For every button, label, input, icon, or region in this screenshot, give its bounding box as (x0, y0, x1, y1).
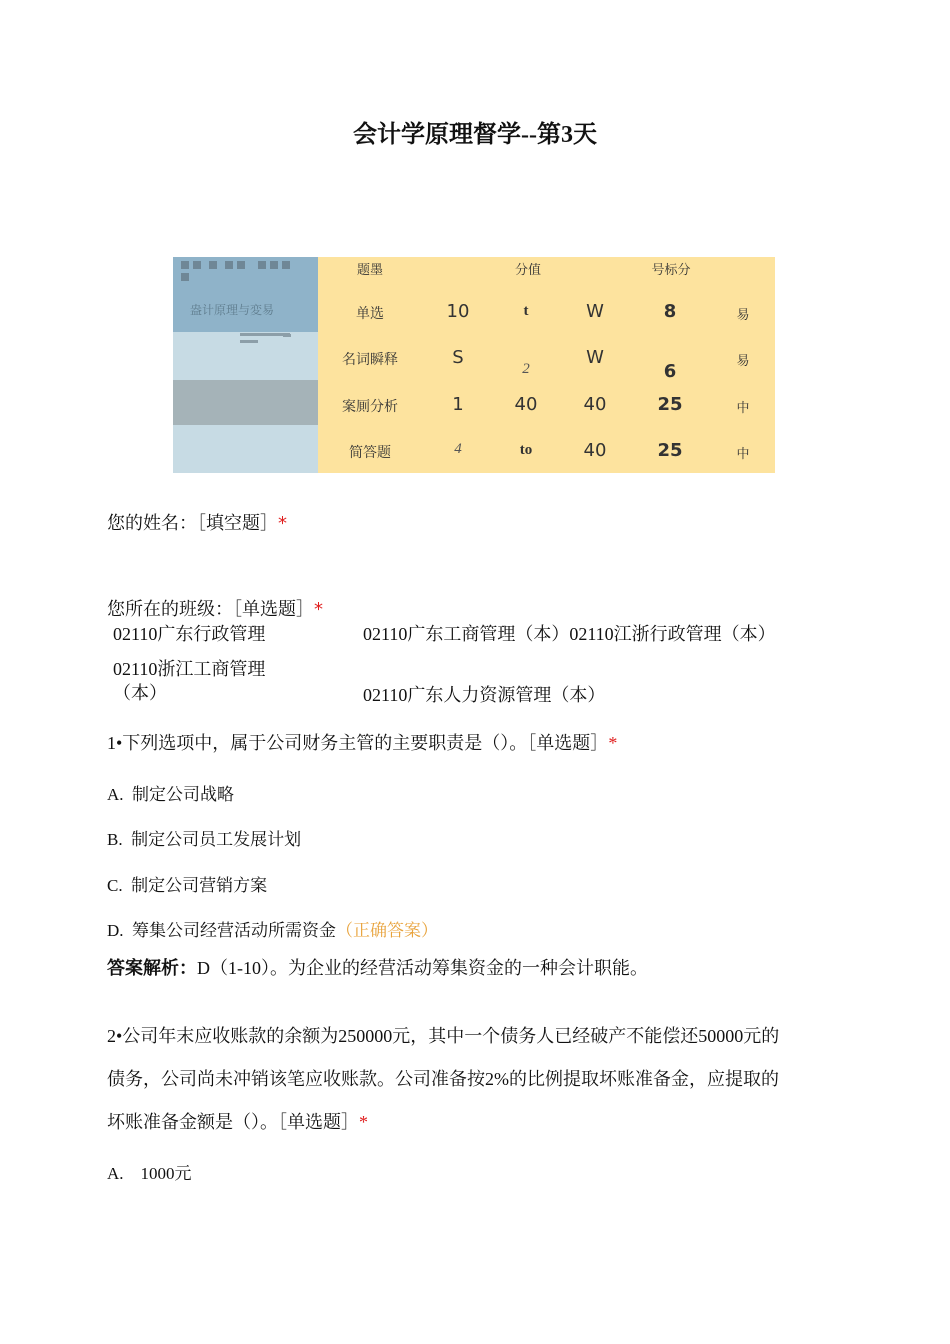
table-cell: to (519, 442, 533, 458)
table-cell: 单选 (356, 306, 384, 322)
table-cell: 6 (663, 361, 677, 382)
question-2-line-2: 债务，公司尚未冲销该笔应收账款。公司准备按2%的比例提取坏账准备金，应提取的 (107, 1069, 779, 1089)
table-cell: W (586, 301, 604, 322)
required-star: * (359, 1112, 368, 1132)
class-option[interactable]: 02110广东人力资源管理（本） (363, 685, 606, 705)
course-info-figure (173, 257, 775, 473)
option-c[interactable]: C. 制定公司营销方案 (107, 876, 268, 895)
table-cell: 25 (657, 394, 683, 415)
analysis-label: 答案解析： (107, 958, 197, 978)
question-2-line-1: 2•公司年末应收账款的余额为250000元，其中一个债务人已经破产不能偿还50000元的 (107, 1026, 780, 1046)
cover-title: 盎计原理与変易 (189, 303, 274, 317)
q2-option-a[interactable]: A. 1000元 (107, 1164, 192, 1183)
table-cell: 10 (446, 301, 470, 322)
table-cell: 中 (736, 447, 750, 462)
table-cell: 案厠分析 (342, 399, 398, 415)
table-cell: W (586, 347, 604, 368)
textbook-cover-image (173, 257, 318, 473)
required-star: * (278, 513, 287, 534)
question-text: 您的姓名：［填空题］ (107, 513, 278, 534)
option-b[interactable]: B. 制定公司员工发展计划 (107, 830, 302, 849)
required-star: * (314, 599, 323, 620)
class-option[interactable]: 02110广东工商管理（本）02110江浙行政管理（本） (363, 624, 776, 644)
table-cell: 1 (452, 394, 464, 415)
table-cell: 8 (663, 301, 677, 322)
header-score: 分值 (514, 263, 541, 278)
question-1 (107, 729, 617, 757)
option-d[interactable]: D. 筹集公司经营活动所需资金（正确答案） (107, 921, 439, 940)
class-option[interactable]: 02110浙江工商管理 (113, 659, 266, 679)
score-table (318, 257, 775, 473)
table-cell: 4 (454, 441, 462, 457)
question-2-line-3: 坏账准备金额是（）。［单选题］* (107, 1112, 368, 1132)
table-cell: 易 (736, 354, 750, 369)
question-text: 1•下列选项中，属于公司财务主管的主要职责是（）。［单选题］ (107, 733, 609, 753)
required-star: * (608, 733, 618, 753)
table-cell: 2 (522, 361, 530, 377)
correct-answer-tag: （正确答案） (336, 921, 439, 940)
analysis-text: D（1-10）。为企业的经营活动筹集资金的一种会计职能。 (197, 958, 648, 978)
table-cell: 25 (657, 440, 683, 461)
table-cell: S (452, 347, 464, 368)
question-text: 您所在的班级：［单选题］ (107, 599, 314, 620)
class-option-continuation: （本） (113, 683, 167, 703)
table-cell: 40 (583, 394, 607, 415)
table-cell: 40 (583, 440, 607, 461)
table-cell: 40 (514, 394, 538, 415)
question-name (107, 510, 287, 538)
table-cell: t (523, 303, 529, 319)
class-option[interactable]: 02110广东行政管理 (113, 624, 266, 644)
table-cell: 名词瞬释 (342, 352, 398, 368)
table-cell: 中 (736, 401, 750, 416)
header-question-type: 题墨 (356, 263, 383, 278)
answer-analysis (107, 954, 648, 982)
table-cell: 易 (736, 308, 750, 323)
document-title: 会计学原理督学--第3天 (353, 122, 597, 148)
option-a[interactable]: A. 制定公司战略 (107, 785, 235, 804)
table-cell: 简答题 (349, 445, 391, 461)
header-mark: 号标分 (651, 263, 691, 278)
